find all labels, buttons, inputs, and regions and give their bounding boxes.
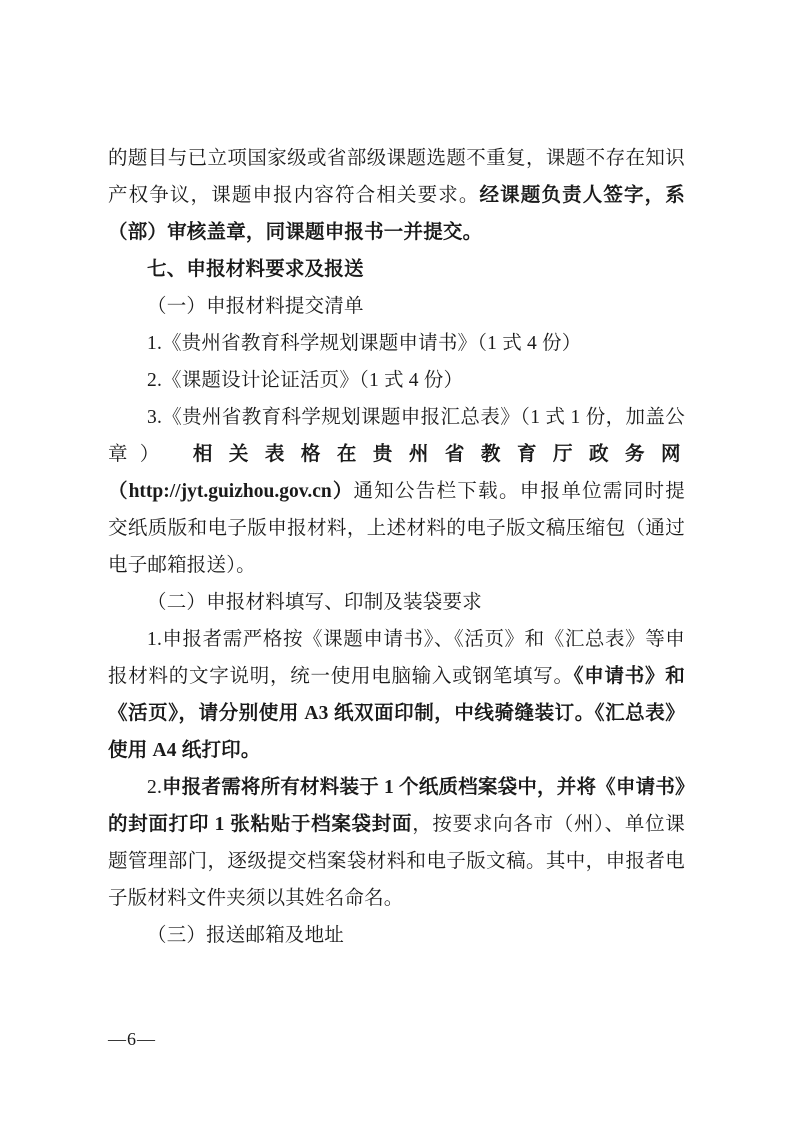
text-run: 七、申报材料要求及报送 xyxy=(147,259,364,280)
paragraph-p5 xyxy=(108,362,685,399)
text-run: 3.《贵州省教育科学规划课题申报汇总表》（1 式 1 份，加盖公章） xyxy=(108,407,685,465)
paragraph-p9 xyxy=(108,769,685,917)
paragraph-p8 xyxy=(108,621,685,769)
text-run: 1.申报者需严格按《课题申请书》、《活页》和《汇总表》等申报材料的文字说明，统一使用电脑输入或钢笔填写。 xyxy=(108,629,685,687)
text-run: （http://jyt.guizhou.gov.cn） xyxy=(108,481,354,502)
text-run: 通知公告栏下载。申报单位需同时提交纸质版和电子版申报材料，上述材料的电子版文稿压缩包（通过电子邮箱报送）。 xyxy=(108,481,686,576)
paragraph-p10 xyxy=(108,917,685,954)
text-run: 的题目与已立项国家级或省部级课题选题不重复，课题不存在知识产权争议，课题申报内容符合相关要求。 xyxy=(108,148,685,206)
text-run: ，按要求向各市（州）、单位课题管理部门，逐级提交档案袋材料和电子版文稿。其中，申报者电子版材料文件夹须以其姓名命名。 xyxy=(108,814,685,909)
paragraph-p6 xyxy=(108,399,685,584)
text-run: 2.《课题设计论证活页》（1 式 4 份） xyxy=(147,370,464,391)
document-body xyxy=(108,140,685,954)
text-run: （三）报送邮箱及地址 xyxy=(147,925,345,946)
text-run: 1.《贵州省教育科学规划课题申请书》（1 式 4 份） xyxy=(147,333,582,354)
page-number-footer: —6— xyxy=(108,1029,156,1049)
text-run: 申报者需将所有材料装于 1 个纸质档案袋中，并将《申请书》的封面打印 1 张粘贴于档案袋封面 xyxy=(108,777,685,835)
text-run: 相关表格在贵州省教育厅政务网 xyxy=(171,444,685,465)
text-run: 2. xyxy=(147,777,163,798)
paragraph-p4 xyxy=(108,325,685,362)
paragraph-p2 xyxy=(108,251,685,288)
text-run: 《申请书》和《活页》，请分别使用 A3 纸双面印制，中线骑缝装订。《汇总表》使用 A4 纸打印。 xyxy=(108,666,685,761)
text-run: 经课题负责人签字，系（部）审核盖章，同课题申报书一并提交。 xyxy=(108,185,685,243)
paragraph-p3 xyxy=(108,288,685,325)
paragraph-p1 xyxy=(108,140,685,251)
text-run: （一）申报材料提交清单 xyxy=(147,296,364,317)
paragraph-p7 xyxy=(108,584,685,621)
text-run: （二）申报材料填写、印制及装袋要求 xyxy=(147,592,482,613)
